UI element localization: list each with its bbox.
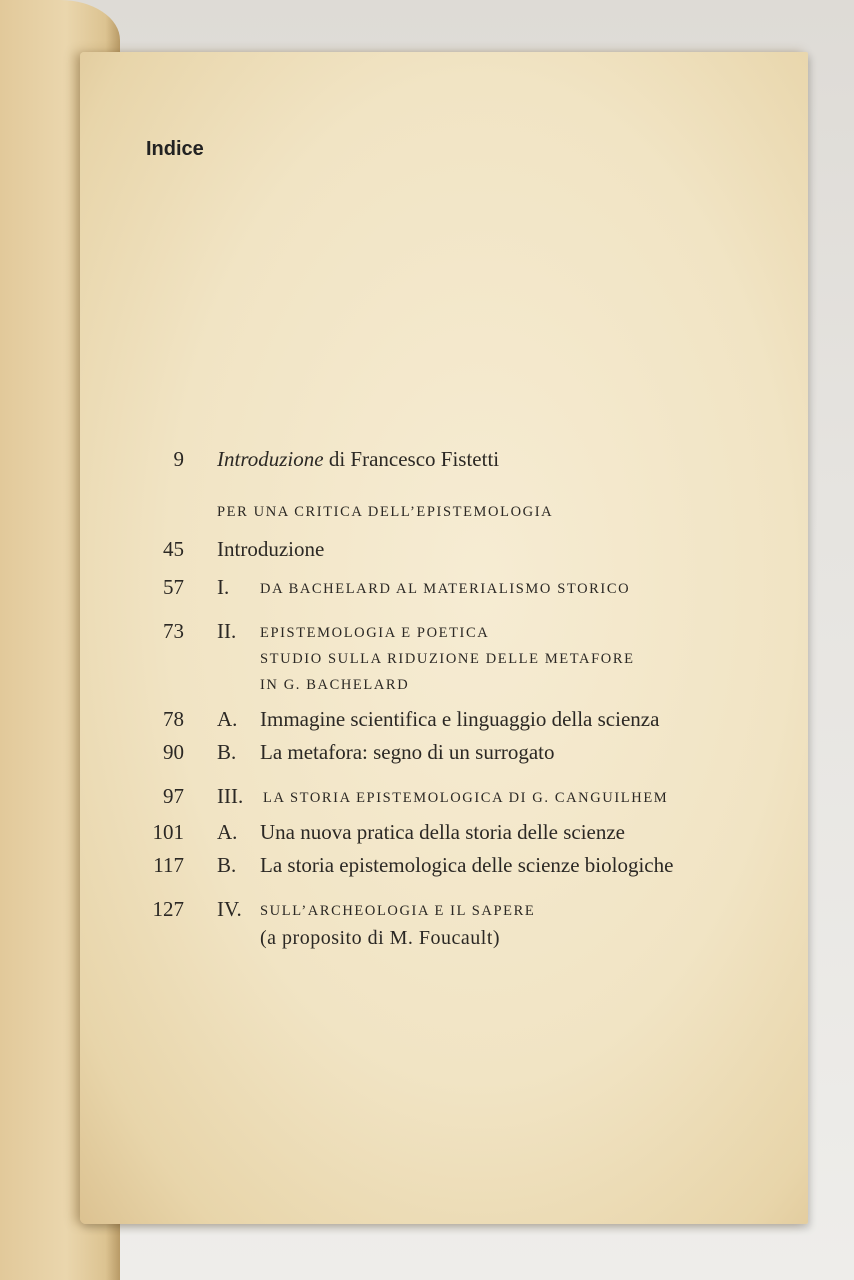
chapter-numeral: II. — [217, 619, 237, 643]
page-number: 127 — [152, 897, 184, 921]
chapter-numeral: IV. — [217, 897, 242, 921]
chapter-numeral: III. — [217, 784, 244, 808]
section-letter: B. — [217, 740, 237, 764]
page-number: 97 — [163, 784, 184, 808]
entry-title: Una nuova pratica della storia delle scienze — [260, 820, 625, 844]
entry-title: DA BACHELARD AL MATERIALISMO STORICO — [260, 581, 631, 597]
page-number: 90 — [163, 740, 184, 764]
chapter-numeral: I. — [217, 575, 230, 599]
entry-title: EPISTEMOLOGIA E POETICA STUDIO SULLA RIDUZIONE DELLE METAFORE IN G. BACHELARD — [260, 625, 635, 693]
entry-title: Introduzione di Francesco Fistetti — [217, 447, 500, 471]
page-number: 57 — [163, 575, 184, 599]
page-number: 73 — [163, 619, 184, 643]
page-number: 9 — [173, 447, 184, 471]
page-number: 45 — [163, 537, 184, 561]
section-letter: B. — [217, 853, 237, 877]
book-page — [80, 52, 808, 1224]
entry-title: Immagine scientifica e linguaggio della scienza — [260, 707, 660, 731]
entry-title: La storia epistemologica delle scienze biologiche — [260, 853, 674, 877]
page-title: Indice — [146, 138, 204, 160]
entry-title: LA STORIA EPISTEMOLOGICA DI G. CANGUILHEM — [263, 790, 669, 806]
entry-title: La metafora: segno di un surrogato — [260, 740, 555, 764]
page-number: 101 — [152, 820, 184, 844]
page-number: 117 — [153, 853, 184, 877]
section-letter: A. — [217, 820, 238, 844]
entry-title: Introduzione — [217, 537, 325, 561]
page-number: 78 — [163, 707, 184, 731]
section-letter: A. — [217, 707, 238, 731]
entry-title: SULL’ARCHEOLOGIA E IL SAPERE (a proposito di M. Foucault) — [260, 903, 536, 949]
table-of-contents: 9 Introduzione di Francesco Fistetti PER UNA CRITICA DELL’EPISTEMOLOGIA 45 Introduzione 57 I. DA BACHELARD AL MATERIALISMO STORICO 73 II. EPISTEMOLOGIA E POETICA STUDIO SULLA RIDUZIONE DELLE METAFORE IN G. BACHELARD 78 A. Immagine scientifica e linguaggio della scienza 90 B. La metafora: segno di un surrogato 97 III. LA STORIA EPISTEMOLOGICA DI G. CANGUILHEM 101 A. Una nuova pratica della storia delle scienze 117 B. La storia epistemologica delle scienze biologiche 127 IV. SULL’ARCHEOLOGIA E IL SAPERE (a proposito di M. Foucault) — [80, 52, 808, 1224]
